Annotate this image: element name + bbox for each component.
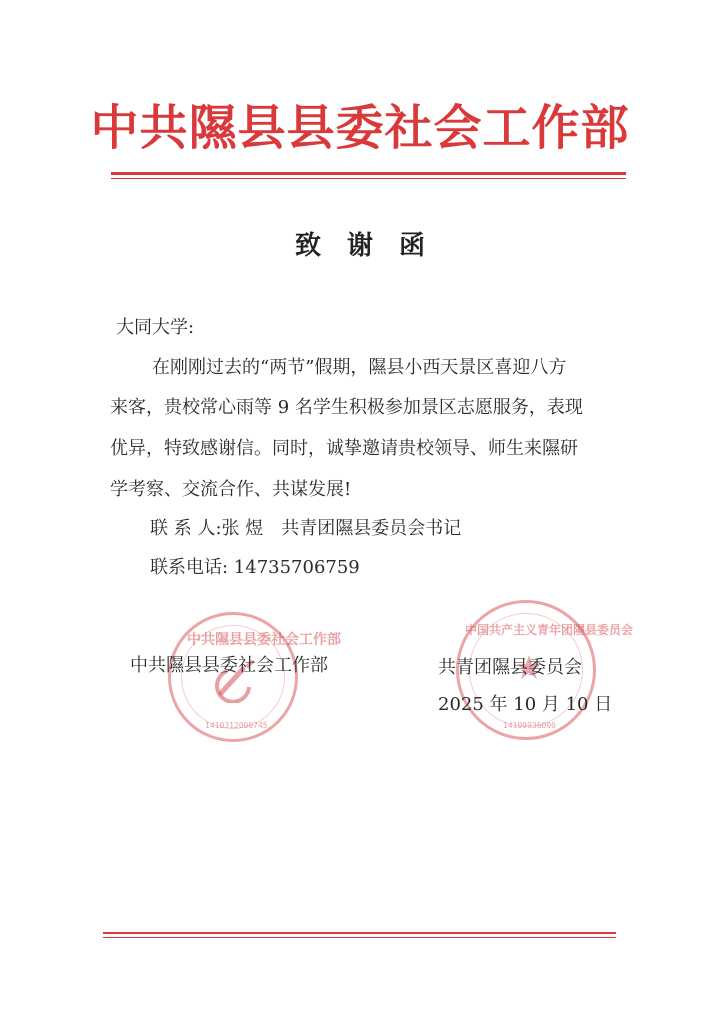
right-seal-ring-text: 中国共产主义青年团隰县委员会 (465, 623, 634, 637)
right-seal-code: 14109936000 (503, 721, 556, 730)
body-line-2: 来客，贵校常心雨等 9 名学生积极参加景区志愿服务，表现 (110, 397, 583, 418)
letterhead-title: 中共隰县县委社会工作部 (90, 100, 630, 156)
body-line-1: 在刚刚过去的“两节”假期，隰县小西天景区喜迎八方 (152, 357, 567, 378)
salutation: 大同大学: (116, 317, 195, 338)
document-title: 致 谢 函 (294, 231, 425, 261)
body-line-4: 学考察、交流合作、共谋发展! (110, 479, 352, 500)
signature-date: 2025 年 10 月 10 日 (438, 694, 613, 715)
body-line-3: 优异，特致感谢信。同时，诚挚邀请贵校领导、师生来隰研 (110, 438, 578, 459)
signature-right-org: 共青团隰县委员会 (438, 657, 582, 678)
footer-divider-top (103, 932, 616, 934)
letterhead-divider-thin (111, 178, 626, 179)
contact-person: 联 系 人:张 煜 共青团隰县委员会书记 (150, 518, 462, 539)
footer-divider-bottom (103, 937, 616, 938)
signature-left-org: 中共隰县县委社会工作部 (130, 655, 328, 676)
left-seal-ring-text: 中共隰县县委社会工作部 (187, 632, 341, 648)
contact-phone: 联系电话: 14735706759 (150, 557, 360, 578)
left-seal-code: 1410312000745 (205, 721, 268, 730)
letterhead-divider-thick (111, 172, 626, 175)
